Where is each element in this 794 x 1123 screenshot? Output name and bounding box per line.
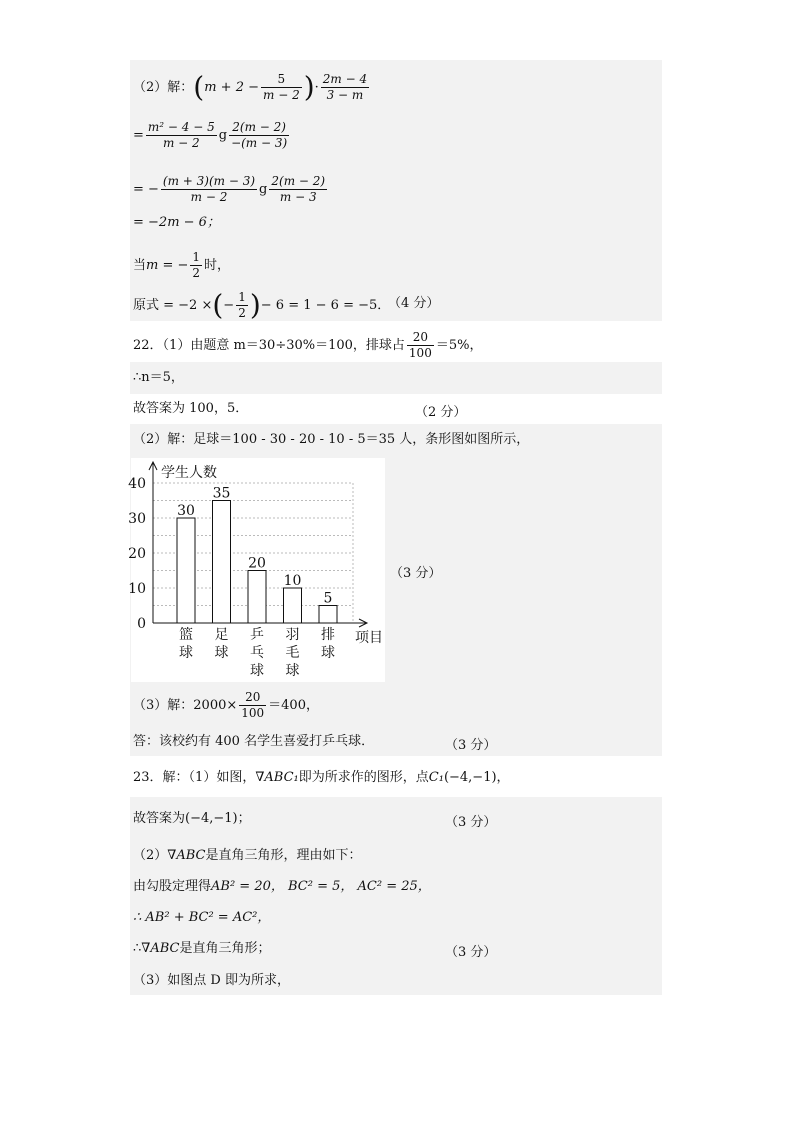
bar <box>213 501 231 624</box>
score: （3 分） <box>445 738 497 753</box>
p2-line3: = − $\frac{(m + 3)(m - 3)}{m - 2}$ g $\frac{2(m - 2)}{m - 3}$ <box>133 174 326 204</box>
score: （3 分） <box>445 815 497 830</box>
q23-line3: （2）∇ABC是直角三角形，理由如下： <box>133 848 362 863</box>
y-tick-label: 0 <box>137 616 146 632</box>
fraction: $\frac{2m - 4}{3 - m}$ <box>322 72 368 102</box>
q23-line5: ∴ AB² + BC² = AC²， <box>133 910 271 925</box>
q23-line7: （3）如图点 D 即为所求， <box>133 973 290 988</box>
q22-line4: （2）解：足球＝100 - 30 - 20 - 10 - 5＝35 人，条形图如图所示， <box>133 432 530 447</box>
category-label: 球 <box>285 663 300 679</box>
bar-value-label: 10 <box>283 573 302 589</box>
category-label: 乓 <box>250 645 264 661</box>
q23-line2: 故答案为(−4,−1)； <box>133 811 251 826</box>
p2-line1: （2）解：(m + 2 − $\frac{5}{m - 2}$ )· $\frac{2m - 4}{3 - m}$ <box>133 70 368 104</box>
fraction: $\frac{2(m - 2)}{-(m - 3)}$ <box>231 120 288 150</box>
fraction: $\frac{1}{2}$ <box>238 290 246 320</box>
q23-line1: 23．解：（1）如图，∇ABC₁即为所求作的图形，点C₁(−4,−1)， <box>133 770 510 785</box>
bar-value-label: 5 <box>323 590 333 607</box>
fraction: $\frac{2(m - 2)}{m - 3}$ <box>271 174 326 204</box>
score: （3 分） <box>390 566 442 581</box>
bar-chart <box>128 458 385 682</box>
x-axis-title: 项目 <box>355 630 383 646</box>
category-label: 篮 <box>179 627 193 643</box>
fraction: $\frac{20}{100}$ <box>241 690 265 720</box>
bar-value-label: 30 <box>177 503 195 519</box>
fraction: $\frac{1}{2}$ <box>192 250 201 280</box>
y-axis-title: 学生人数 <box>161 465 217 481</box>
bar-chart-panel <box>128 458 385 682</box>
score: （2 分） <box>415 405 467 420</box>
category-label: 羽 <box>285 627 300 643</box>
category-label: 排 <box>321 627 335 643</box>
q22-line6: 答：该校约有 400 名学生喜爱打乒乓球． <box>133 734 375 749</box>
bar <box>177 518 195 623</box>
category-label: 毛 <box>285 645 300 661</box>
fraction: $\frac{20}{100}$ <box>408 330 432 360</box>
q22-line1: 22．（1）由题意 m＝30÷30%＝100，排球占 $\frac{20}{100}$ ＝5%， <box>133 330 483 360</box>
p2-line6: 原式 = −2 ×(− $\frac{1}{2}$ )− 6 = 1 − 6 = −5． <box>133 288 391 322</box>
band-q22-n <box>130 362 662 394</box>
fraction: $\frac{5}{m - 2}$ <box>263 72 300 102</box>
y-tick-label: 40 <box>128 476 146 492</box>
q22-line2: ∴n＝5， <box>133 370 184 385</box>
score: （4 分） <box>388 296 440 311</box>
q23-line6: ∴∇ABC是直角三角形； <box>133 941 271 956</box>
category-label: 球 <box>214 645 229 661</box>
bar-value-label: 35 <box>212 485 231 502</box>
q22-line5: （3）解：2000× $\frac{20}{100}$ ＝400， <box>133 690 319 720</box>
q23-line4: 由勾股定理得AB² = 20， BC² = 5， AC² = 25， <box>133 879 431 894</box>
p2-line4: = −2m − 6； <box>133 215 220 230</box>
category-label: 乒 <box>250 627 264 643</box>
bar-value-label: 20 <box>248 555 266 572</box>
category-label: 球 <box>179 645 193 661</box>
category-label: 足 <box>214 627 229 643</box>
bar <box>284 588 302 623</box>
fraction: $\frac{(m + 3)(m - 3)}{m - 2}$ <box>162 174 256 204</box>
y-tick-label: 10 <box>128 581 146 597</box>
score: （3 分） <box>445 945 497 960</box>
bar <box>248 571 266 624</box>
category-label: 球 <box>321 645 335 661</box>
p2-line5: 当m = − $\frac{1}{2}$ 时， <box>133 250 231 280</box>
y-tick-label: 30 <box>128 511 146 527</box>
p2-line2: = $\frac{\text{m² − 4 − 5}}{m - 2}$ g $\frac{2(m - 2)}{-(m - 3)}$ <box>133 120 288 150</box>
fraction: $\frac{\text{m² − 4 − 5}}{m - 2}$ <box>147 120 215 150</box>
q22-line3: 故答案为 100，5． <box>133 401 249 416</box>
category-label: 球 <box>250 663 264 679</box>
y-tick-label: 20 <box>128 546 146 562</box>
bar <box>319 606 337 624</box>
